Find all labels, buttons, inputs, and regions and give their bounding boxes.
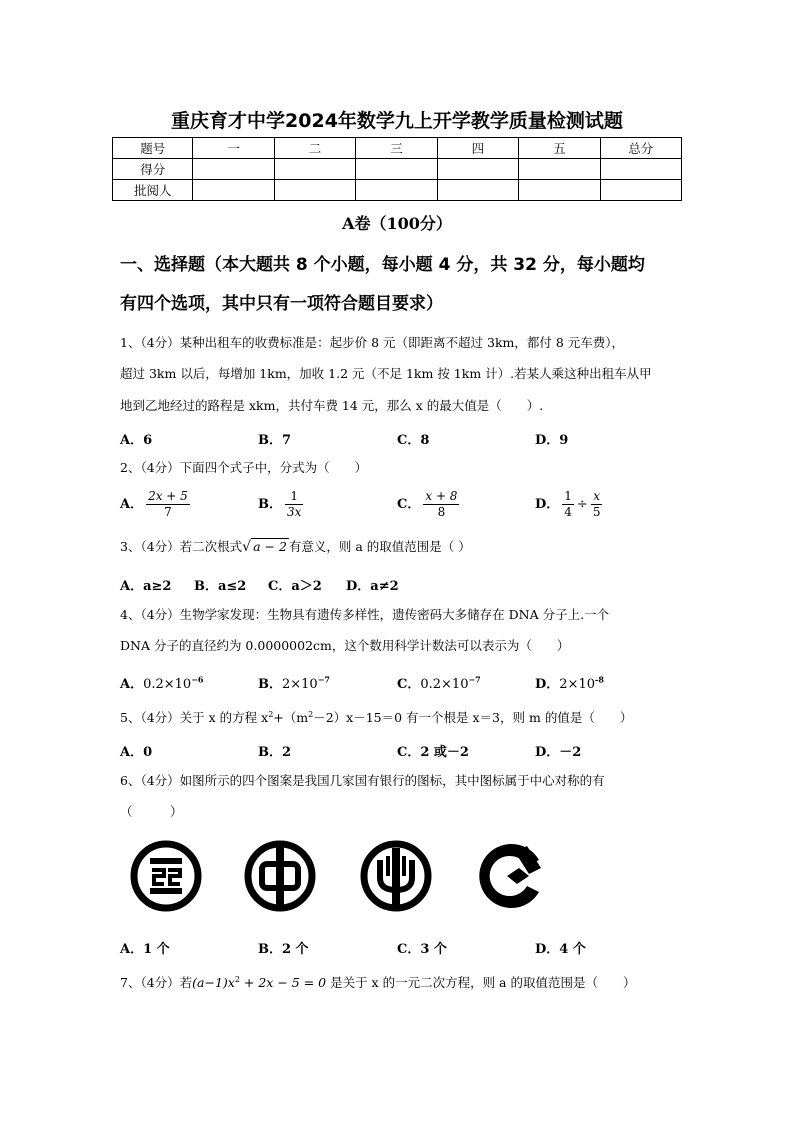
score-cell[interactable]: [193, 159, 274, 180]
score-cell[interactable]: [274, 159, 355, 180]
option-label: C．: [397, 677, 421, 692]
header-cell: 三: [356, 138, 437, 159]
page-title: 重庆育才中学2024年数学九上开学教学质量检测试题: [171, 110, 623, 132]
q6-option-b[interactable]: B．2 个: [258, 942, 309, 957]
sci-exponent: −6: [191, 674, 204, 685]
sci-base: 0.2×10: [420, 677, 469, 692]
score-table: [112, 137, 682, 201]
q1-line1: 1、（4分）某种出租车的收费标准是：起步价 8 元（即距离不超过 3km，都付 8 元车费），: [120, 335, 625, 350]
numerator: 1: [564, 489, 572, 503]
option-label: D．: [535, 497, 560, 512]
numerator: x: [591, 489, 603, 505]
denominator: 4: [564, 505, 572, 519]
q4-option-c[interactable]: [397, 673, 481, 692]
q5-mid: +（m: [273, 710, 309, 726]
q4-option-b[interactable]: [258, 673, 330, 692]
numerator: x + 8: [425, 489, 458, 503]
q3-stem-pre: 3、（4分）若二次根式: [120, 539, 243, 554]
sci-base: 2×10: [282, 677, 318, 692]
denominator: 5: [592, 505, 601, 519]
option-label: B．: [258, 677, 282, 692]
score-cell[interactable]: [356, 180, 437, 201]
q5-post: －2）x－15＝0 有一个根是 x＝3，则 m 的值是（ ）: [313, 710, 633, 726]
header-cell: 一: [193, 138, 274, 159]
section1-title-line2: 有四个选项，其中只有一项符合题目要求）: [120, 294, 443, 314]
q3-option-c[interactable]: C．a＞2: [268, 579, 322, 594]
section1-title-line1: 一、选择题（本大题共 8 个小题，每小题 4 分，共 32 分，每小题均: [120, 255, 645, 275]
q7-pre: 7、（4分）若: [120, 975, 193, 991]
score-cell[interactable]: [437, 159, 518, 180]
q5-pre: 5、（4分）关于 x 的方程 x: [120, 710, 269, 726]
q3-stem-post: 有意义，则 a 的取值范围是（ ）: [288, 539, 471, 554]
sci-exponent: −7: [468, 674, 481, 685]
q3-option-a[interactable]: A．a≥2: [120, 579, 172, 594]
score-table-row: [113, 180, 682, 201]
q5-option-b[interactable]: B．2: [258, 745, 292, 760]
fraction: [423, 489, 459, 520]
q7-exponent: 2: [234, 975, 240, 984]
bank-logo-4-icon: [477, 838, 553, 914]
score-cell[interactable]: [437, 180, 518, 201]
q1-option-d[interactable]: D．9: [535, 433, 569, 448]
q1-line3: 地到乙地经过的路程是 xkm，共付车费 14 元，那么 x 的最大值是（ ）.: [120, 398, 544, 413]
option-label: D．: [535, 677, 560, 692]
sci-exponent: -8: [595, 674, 604, 685]
fraction: [562, 489, 574, 520]
q5-exponent: 2: [308, 710, 314, 719]
sci-base: 0.2×10: [143, 677, 192, 692]
radical-sign: √: [242, 539, 252, 555]
denominator: 3x: [287, 505, 302, 519]
header-cell: 总分: [600, 138, 681, 159]
option-label: C．: [397, 497, 421, 512]
score-cell[interactable]: [600, 180, 681, 201]
score-cell[interactable]: [274, 180, 355, 201]
fraction: [591, 489, 603, 520]
row-label: 得分: [113, 159, 193, 180]
q2-option-c[interactable]: [397, 489, 462, 520]
divide-sign: ÷: [576, 497, 588, 512]
q4-option-d[interactable]: [535, 673, 604, 692]
row-label: 批阅人: [113, 180, 193, 201]
q7-expression: (a−1)x: [192, 975, 235, 991]
q1-option-c[interactable]: C．8: [397, 433, 430, 448]
q1-line2: 超过 3km 以后，每增加 1km，加收 1.2 元（不足 1km 按 1km 计）.若某人乘这种出租车从甲: [120, 366, 652, 381]
q3-option-b[interactable]: B．a≤2: [194, 579, 247, 594]
q7-stem: [120, 975, 680, 990]
header-cell: 五: [519, 138, 600, 159]
header-cell: 二: [274, 138, 355, 159]
q2-stem: 2、（4分）下面四个式子中，分式为（ ）: [120, 460, 368, 475]
fraction: [285, 489, 303, 520]
score-cell[interactable]: [600, 159, 681, 180]
score-cell[interactable]: [193, 180, 274, 201]
q4-line2: DNA 分子的直径约为 0.0000002cm，这个数用科学计数法可以表示为（ ）: [120, 638, 570, 653]
score-cell[interactable]: [356, 159, 437, 180]
sci-base: 2×10: [559, 677, 595, 692]
option-label: B．: [258, 497, 282, 512]
sci-exponent: −7: [317, 674, 330, 685]
header-cell: 题号: [113, 138, 193, 159]
bank-logo-2-icon: [242, 838, 318, 914]
q2-option-d[interactable]: [535, 489, 605, 520]
q1-option-b[interactable]: B．7: [258, 433, 292, 448]
option-label: A．: [120, 497, 144, 512]
fraction: [146, 489, 190, 520]
numerator: 1: [285, 489, 303, 505]
numerator: 2x + 5: [148, 489, 188, 503]
q7-expression-rest: + 2x − 5 = 0: [239, 975, 327, 991]
q6-option-d[interactable]: D．4 个: [535, 942, 586, 957]
denominator: 8: [437, 505, 446, 519]
q1-option-a[interactable]: A．6: [120, 433, 153, 448]
bank-logo-3-icon: [358, 838, 434, 914]
radicand: a − 2: [253, 539, 287, 554]
q5-option-c[interactable]: C．2 或－2: [397, 745, 469, 760]
option-label: A．: [120, 677, 144, 692]
header-cell: 四: [437, 138, 518, 159]
score-cell[interactable]: [519, 180, 600, 201]
q5-option-a[interactable]: A．0: [120, 745, 153, 760]
score-table-row: [113, 159, 682, 180]
bank-logo-1-icon: [128, 838, 204, 914]
section-a-heading: A卷（100分）: [342, 214, 452, 233]
q6-option-c[interactable]: C．3 个: [397, 942, 447, 957]
q5-stem: [120, 710, 680, 725]
q5-option-d[interactable]: D．－2: [535, 745, 582, 760]
q6-line2: （ ）: [120, 804, 183, 819]
q6-line1: 6、（4分）如图所示的四个图案是我国几家国有银行的图标，其中图标属于中心对称的有: [120, 773, 605, 788]
q6-option-a[interactable]: A．1 个: [120, 942, 170, 957]
q7-post: 是关于 x 的一元二次方程，则 a 的取值范围是（ ）: [326, 975, 636, 991]
q4-option-a[interactable]: [120, 673, 203, 692]
q3-stem: [120, 538, 680, 556]
score-table-header-row: [113, 138, 682, 159]
denominator: 7: [164, 505, 172, 519]
q2-option-b[interactable]: [258, 489, 306, 520]
q2-option-a[interactable]: [120, 489, 193, 520]
q3-option-d[interactable]: D．a≠2: [346, 579, 399, 594]
score-cell[interactable]: [519, 159, 600, 180]
q5-exponent: 2: [268, 710, 274, 719]
q4-line1: 4、（4分）生物学家发现：生物具有遗传多样性，遗传密码大多储存在 DNA 分子上.一个: [120, 607, 610, 622]
